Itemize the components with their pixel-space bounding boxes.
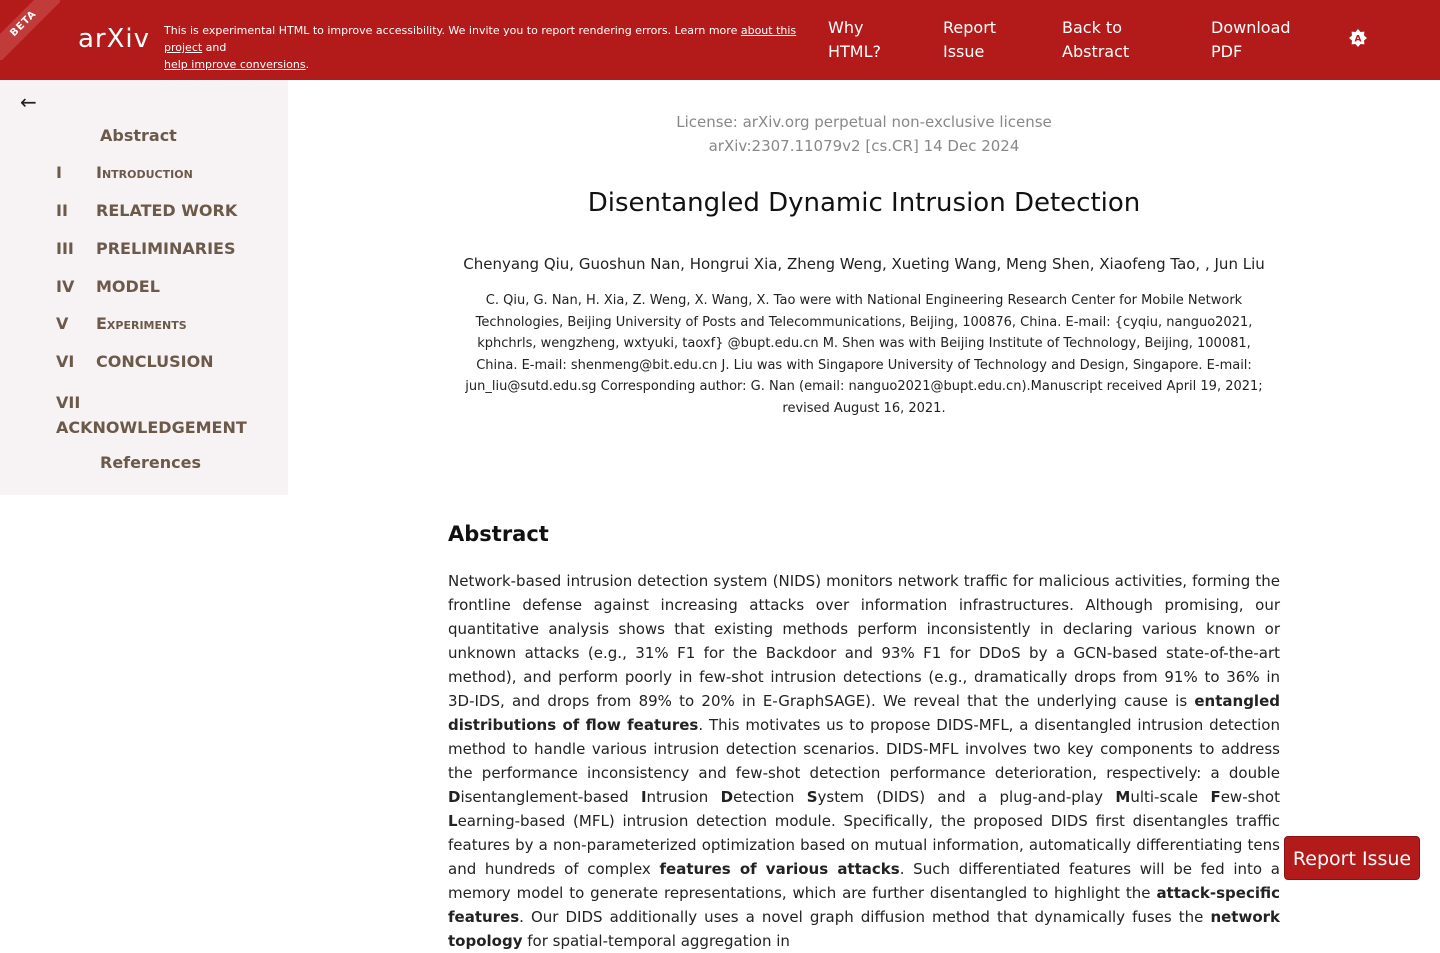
abstract-part: isentanglement-based: [460, 788, 641, 806]
beta-ribbon: BETA: [0, 0, 60, 60]
toc-item-acknowledgement[interactable]: [56, 390, 256, 440]
toc-item-related-work[interactable]: [56, 201, 237, 220]
abstract-bold: S: [806, 788, 818, 806]
download-line2: PDF: [1211, 42, 1243, 61]
arxiv-logo[interactable]: arXiv: [78, 24, 151, 54]
toc-item-introduction[interactable]: [56, 163, 193, 182]
arxiv-id: arXiv:2307.11079v2 [cs.CR] 14 Dec 2024: [708, 137, 1020, 155]
license-text: License: arXiv.org perpetual non-exclusive license: [676, 113, 1052, 131]
toc-label: Experiments: [96, 314, 187, 333]
abstract-part: ulti-scale: [1130, 788, 1211, 806]
abstract-bold: features of various attacks: [659, 860, 900, 878]
download-line1: Download: [1211, 18, 1291, 37]
abstract-heading: Abstract: [448, 522, 549, 546]
abstract-part: ystem (DIDS) and a plug-and-play: [817, 788, 1116, 806]
abstract-part: . Our DIDS additionally uses a novel graph diffusion method that dynamically fuses the: [519, 908, 1211, 926]
notice-mid: and: [202, 41, 227, 54]
toc-label: CONCLUSION: [96, 352, 214, 371]
paper-meta: [448, 110, 1280, 158]
top-banner: [0, 0, 1440, 80]
toc-num: V: [56, 314, 69, 333]
back-to-abstract-link[interactable]: [1062, 16, 1129, 64]
toc-item-conclusion[interactable]: [56, 352, 214, 371]
abstract-part: Network-based intrusion detection system (NIDS) monitors network traffic for malicious activities, forming the frontline defense against increasing attacks over information infrastructures. Although promising, our quantitative analysis shows that existing methods perform inconsistently in declaring various known or unknown attacks (e.g., 31% F1 for the Backdoor and 93% F1 for DDoS by a GCN-based state-of-the-art method), and perform poorly in few-shot intrusion detections (e.g., dramatically drops from 91% to 36% in 3D-IDS, and drops from 89% to 20% in E-GraphSAGE). We reveal that the underlying cause is: [448, 572, 1280, 710]
help-conversions-link[interactable]: help improve conversions: [164, 58, 306, 71]
toc-label: MODEL: [96, 277, 160, 296]
about-project-link[interactable]: about this project: [164, 24, 797, 54]
table-of-contents: [0, 80, 288, 495]
abstract-bold: L: [448, 812, 458, 830]
paper-title: Disentangled Dynamic Intrusion Detection: [587, 188, 1141, 218]
toc-item-experiments[interactable]: [56, 314, 187, 333]
abstract-part: . Such differentiated features will be fed into a memory model to generate representations, which are further disentangled to highlight the: [448, 860, 1280, 902]
toc-item-preliminaries[interactable]: [56, 239, 236, 258]
abstract-bold: M: [1115, 788, 1131, 806]
toc-num: IV: [56, 277, 75, 296]
abstract-bold: network topology: [448, 908, 1280, 950]
abstract-bold: entangled distributions of flow features: [448, 692, 1280, 734]
notice-text: This is experimental HTML to improve accessibility. We invite you to report rendering errors. Learn more: [164, 24, 741, 37]
abstract-bold: I: [640, 788, 647, 806]
back-line2: Abstract: [1062, 42, 1130, 61]
abstract-part: . This motivates us to propose DIDS-MFL, a disentangled intrusion detection method to handle various intrusion detection scenarios. DIDS-MFL involves two key components to address the performance inconsistency and few-shot detection performance deterioration, respectively: a double: [448, 716, 1280, 782]
toc-num: II: [56, 201, 68, 220]
abstract-part: etection: [733, 788, 807, 806]
toc-num: VI: [56, 352, 75, 371]
arrow-left-icon[interactable]: ←: [20, 90, 37, 114]
report-issue-button[interactable]: Report Issue: [1284, 836, 1420, 880]
abstract-bold: D: [448, 788, 461, 806]
toc-num: VII: [56, 393, 81, 412]
toc-item-model[interactable]: [56, 277, 160, 296]
why-html-link[interactable]: [828, 16, 881, 64]
back-line1: Back to: [1062, 18, 1122, 37]
toc-num: III: [56, 239, 74, 258]
paper-authors: Chenyang Qiu, Guoshun Nan, Hongrui Xia, Zheng Weng, Xueting Wang, Meng Shen, Xiaofeng Tao, , Jun Liu: [463, 255, 1265, 273]
abstract-bold: F: [1210, 788, 1221, 806]
toc-num: I: [56, 163, 62, 182]
toc-label: PRELIMINARIES: [96, 239, 236, 258]
toc-abstract[interactable]: Abstract: [100, 126, 177, 145]
abstract-part: for spatial-temporal aggregation in: [522, 932, 790, 950]
download-pdf-link[interactable]: [1211, 16, 1291, 64]
toc-references[interactable]: References: [100, 453, 201, 472]
notice-end: .: [305, 58, 310, 71]
svg-text:A: A: [1354, 34, 1362, 45]
abstract-bold: attack-specific features: [448, 884, 1280, 926]
author-affiliations: C. Qiu, G. Nan, H. Xia, Z. Weng, X. Wang, X. Tao were with National Engineering Research Center for Mobile Network Technologies, Beijing University of Posts and Telecommunications, Beijing, 100876, China. E-mail: {cyqiu, nanguo2021, kphchrls, wengzheng, wxtyuki, taoxf} @bupt.edu.cn M. Shen was with Beijing Institute of Technology, Beijing, 100081, China. E-mail: shenmeng@bit.edu.cn J. Liu was with Singapore University of Technology and Design, Singapore. E-mail: jun_liu@sutd.edu.sg Corresponding author: G. Nan (email: nanguo2021@bupt.edu.cn).Manuscript received April 19, 2021; revised August 16, 2021.: [465, 293, 1263, 416]
toc-label: RELATED WORK: [96, 201, 238, 220]
toc-label: ACKNOWLEDGEMENT: [56, 418, 247, 437]
abstract-text: [448, 569, 1280, 953]
abstract-bold: D: [720, 788, 734, 806]
report-issue-link[interactable]: [943, 16, 996, 64]
abstract-part: earning-based (MFL) intrusion detection module. Specifically, the proposed DIDS first disentangles traffic features by a non-parameterized optimization based on mutual information, automatically differentiating tens and hundreds of complex: [448, 812, 1280, 878]
abstract-part: ntrusion: [646, 788, 721, 806]
why-html-line2: HTML?: [828, 42, 882, 61]
report-line1: Report: [943, 18, 997, 37]
toc-label: Introduction: [96, 163, 193, 182]
experimental-notice: [164, 22, 804, 73]
why-html-line1: Why: [828, 18, 864, 37]
theme-toggle-icon[interactable]: [1348, 28, 1368, 48]
beta-ribbon-container: [0, 0, 60, 60]
report-line2: Issue: [943, 42, 985, 61]
abstract-part: ew-shot: [1220, 788, 1280, 806]
